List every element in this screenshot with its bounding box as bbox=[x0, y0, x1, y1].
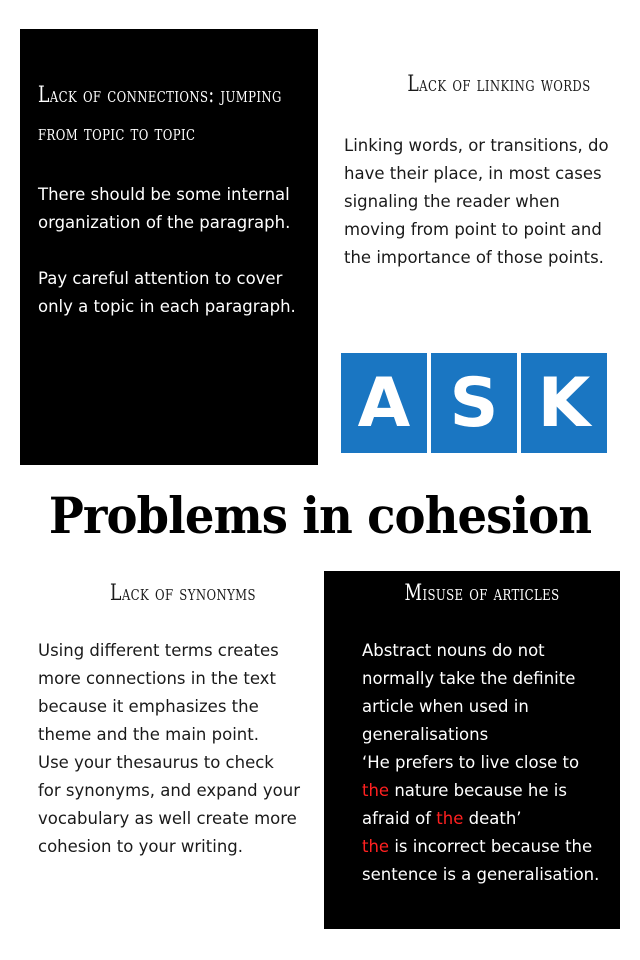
example-quote: ‘He prefers to live close to the nature because he is afraid of the death’ bbox=[362, 753, 580, 828]
panel-lack-of-linking-words bbox=[330, 66, 630, 336]
heading-line-1: Lack of connections: jumping bbox=[38, 83, 282, 108]
panel-lack-of-synonyms bbox=[20, 575, 310, 925]
paragraph-1: Abstract nouns do not normally take the definite article when used in generalisations bbox=[362, 641, 576, 744]
highlight-the: the bbox=[362, 781, 390, 800]
ask-logo bbox=[341, 353, 607, 453]
heading-lack-of-synonyms: Lack of synonyms bbox=[110, 581, 256, 606]
explanation: the is incorrect because the sentence is a generalisation. bbox=[362, 837, 600, 884]
panel-misuse-of-articles bbox=[324, 571, 620, 929]
body-misuse-of-articles bbox=[362, 637, 606, 889]
highlight-the: the bbox=[436, 809, 464, 828]
paragraph-1: Using different terms creates more connections in the text because it emphasizes the theme and the main point. bbox=[38, 641, 279, 744]
heading-lack-of-linking-words: Lack of linking words bbox=[407, 72, 591, 97]
paragraph-2: Use your thesaurus to check for synonyms, and expand your vocabulary as well create more cohesion to your writing. bbox=[38, 753, 301, 856]
body-lack-of-connections bbox=[38, 181, 300, 321]
body-lack-of-linking-words bbox=[344, 132, 620, 272]
ask-tile-s: S bbox=[431, 353, 517, 453]
heading-misuse-of-articles: Misuse of articles bbox=[404, 581, 560, 606]
paragraph-1: Linking words, or transitions, do have their place, in most cases signaling the reader when moving from point to point and the importance of those points. bbox=[344, 136, 609, 267]
ask-tile-a: A bbox=[341, 353, 427, 453]
paragraph-1: There should be some internal organization of the paragraph. bbox=[38, 185, 291, 232]
paragraph-2: Pay careful attention to cover only a topic in each paragraph. bbox=[38, 269, 296, 316]
highlight-the: the bbox=[362, 837, 390, 856]
heading-line-2: from topic to topic bbox=[38, 121, 196, 146]
heading-lack-of-connections bbox=[38, 77, 282, 153]
page-title: Problems in cohesion bbox=[48, 486, 592, 545]
ask-tile-k: K bbox=[521, 353, 607, 453]
body-lack-of-synonyms bbox=[38, 637, 300, 861]
panel-lack-of-connections bbox=[20, 29, 318, 465]
